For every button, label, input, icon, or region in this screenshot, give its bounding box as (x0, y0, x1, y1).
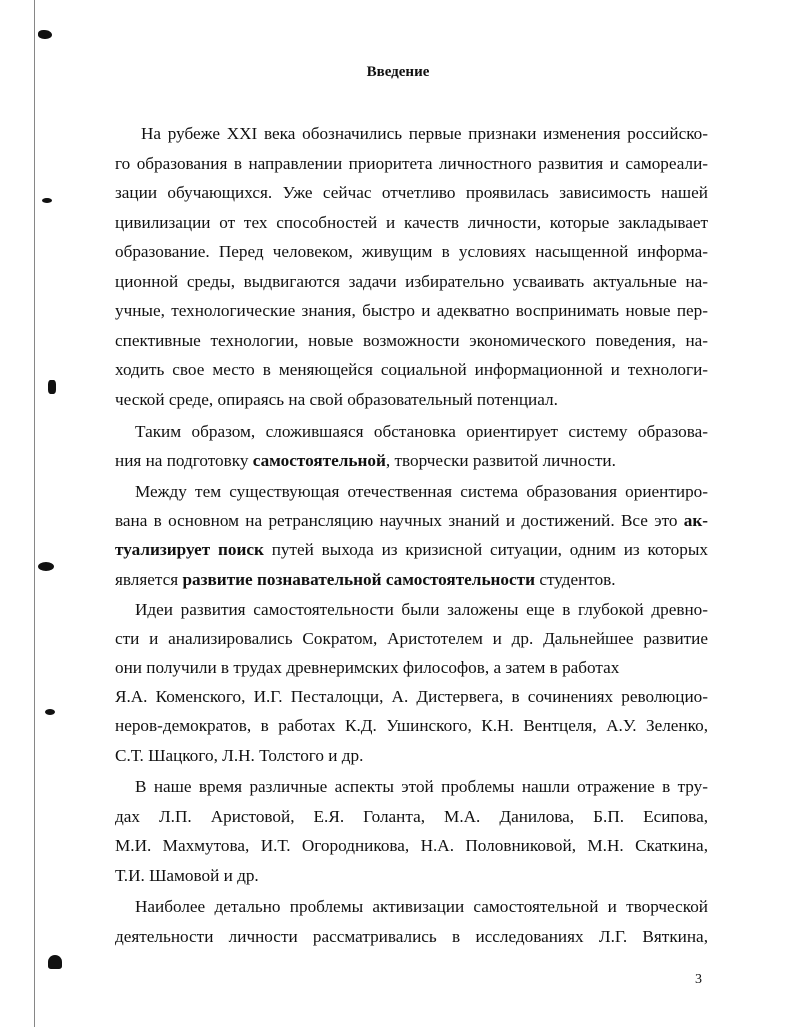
text-segment: неров-демократов, в работах К.Д. Ушинского, К.Н. Вентцеля, А.У. Зеленко, (115, 716, 708, 735)
text-line (115, 807, 708, 827)
scan-artifact (48, 955, 62, 969)
text-segment: сти и анализировались Сократом, Аристотелем и др. Дальнейшее развитие (115, 629, 708, 648)
text-line (115, 866, 708, 886)
text-line (115, 360, 708, 380)
page-number: 3 (695, 972, 702, 987)
text-line (115, 746, 708, 766)
text-line (115, 600, 708, 620)
text-line (115, 183, 708, 203)
text-segment: ционной среды, выдвигаются задачи избирательно усваивать актуальные на- (115, 272, 708, 291)
text-segment: На рубеже XXI века обозначились первые признаки изменения российско- (141, 124, 708, 143)
text-line (115, 390, 708, 410)
text-line (115, 777, 708, 797)
text-segment: ния на подготовку (115, 451, 253, 470)
text-segment: учные, технологические знания, быстро и адекватно воспринимать новые пер- (115, 301, 708, 320)
bold-text: самостоятельной (252, 451, 386, 470)
text-line (115, 687, 708, 707)
text-line (115, 658, 708, 678)
text-segment: С.Т. Шацкого, Л.Н. Толстого и др. (115, 746, 364, 765)
text-line (115, 570, 708, 590)
text-line (115, 124, 708, 144)
text-line (115, 422, 708, 442)
text-segment: Идеи развития самостоятельности были заложены еще в глубокой древно- (135, 600, 708, 619)
text-segment: Таким образом, сложившаяся обстановка ориентирует систему образова- (135, 422, 708, 441)
bold-text: развитие познавательной самостоятельности (182, 570, 536, 589)
text-segment: ческой среде, опираясь на свой образовательный потенциал. (115, 390, 558, 409)
text-segment: , творчески развитой личности. (385, 451, 616, 470)
text-segment: дах Л.П. Аристовой, Е.Я. Голанта, М.А. Данилова, Б.П. Есипова, (115, 807, 708, 826)
text-segment: го образования в направлении приоритета личностного развития и самореали- (115, 154, 708, 173)
text-segment: Я.А. Коменского, И.Г. Песталоцци, А. Дистервега, в сочинениях революцио- (115, 687, 708, 706)
text-line (115, 301, 708, 321)
text-segment: путей выхода из кризисной ситуации, одним из которых (263, 540, 708, 559)
text-segment: является (115, 570, 183, 589)
text-line (115, 511, 708, 531)
scan-artifact (38, 562, 54, 571)
text-segment: образование. Перед человеком, живущим в условиях насыщенной информа- (115, 242, 708, 261)
scan-artifact (48, 380, 56, 394)
text-segment: В наше время различные аспекты этой проблемы нашли отражение в тру- (135, 777, 708, 796)
text-line (115, 272, 708, 292)
text-segment: спективные технологии, новые возможности экономического поведения, на- (115, 331, 708, 350)
scan-artifact (42, 198, 52, 203)
text-line (115, 836, 708, 856)
text-line (115, 451, 708, 471)
bold-text: ак- (683, 511, 708, 530)
text-line (115, 716, 708, 736)
bold-text: туализирует поиск (115, 540, 264, 559)
scan-artifact (45, 709, 55, 715)
text-line (115, 242, 708, 262)
text-segment: М.И. Махмутова, И.Т. Огородникова, Н.А. Половниковой, М.Н. Скаткина, (115, 836, 708, 855)
text-segment: студентов. (535, 570, 616, 589)
page-title: Введение (366, 64, 430, 80)
text-segment: зации обучающихся. Уже сейчас отчетливо проявилась зависимость нашей (115, 183, 708, 202)
text-line (115, 927, 708, 947)
text-segment: они получили в трудах древнеримских философов, а затем в работах (115, 658, 620, 677)
text-line (115, 540, 708, 560)
text-line (115, 897, 708, 917)
text-segment: Наиболее детально проблемы активизации самостоятельной и творческой (135, 897, 708, 916)
text-line (115, 482, 708, 502)
text-segment: Т.И. Шамовой и др. (115, 866, 259, 885)
text-segment: цивилизации от тех способностей и качеств личности, которые закладывает (115, 213, 708, 232)
text-segment: деятельности личности рассматривались в исследованиях Л.Г. Вяткина, (115, 927, 708, 946)
text-line (115, 213, 708, 233)
text-segment: вана в основном на ретрансляцию научных знаний и достижений. Все это (115, 511, 684, 530)
scan-artifact (38, 30, 52, 39)
text-line (115, 629, 708, 649)
text-line (115, 331, 708, 351)
text-segment: ходить свое место в меняющейся социальной информационной и технологи- (115, 360, 708, 379)
scan-edge-line (34, 0, 35, 1027)
text-line (115, 154, 708, 174)
text-segment: Между тем существующая отечественная система образования ориентиро- (135, 482, 708, 501)
